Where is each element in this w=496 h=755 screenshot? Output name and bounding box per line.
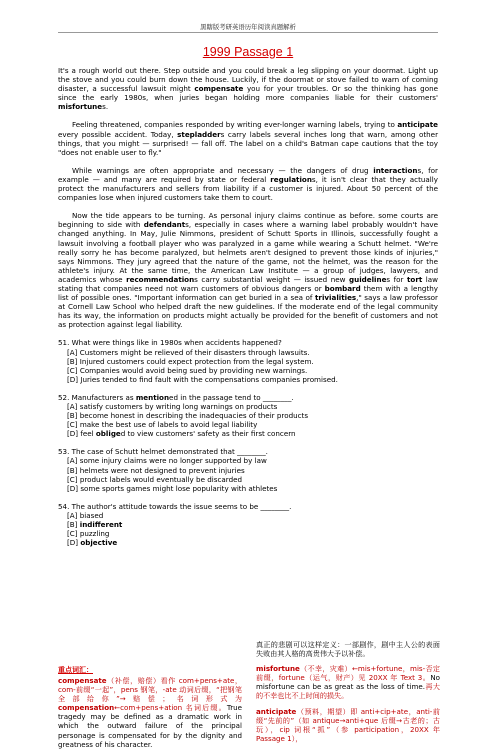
- text-run: 54. The author's attitude towards the issue seems to be ________.: [58, 501, 292, 511]
- vocab-word: compensate: [58, 676, 107, 685]
- keyword: regulation: [270, 174, 312, 184]
- text-run: [C] puzzling: [67, 529, 110, 539]
- answer-option: [58, 511, 438, 520]
- answer-option: [58, 420, 438, 429]
- text-run: 52. Manufacturers as: [58, 392, 136, 402]
- text-run: every possible accident. Today,: [58, 129, 178, 139]
- question-stem: [58, 447, 438, 456]
- question-stem: [58, 502, 438, 511]
- paragraph: [58, 66, 438, 111]
- text-run: Feeling threatened, companies responded by writing ever-longer warning labels, trying to: [72, 120, 398, 130]
- text-run: ed in the passage tend to ________.: [169, 392, 294, 402]
- text-run: [D] feel: [67, 429, 96, 439]
- text-run: [C] make the best use of labels to avoid legal liability: [67, 420, 258, 430]
- answer-option: [58, 520, 438, 529]
- answer-option: [58, 529, 438, 538]
- vocab-entry: [256, 664, 440, 700]
- passage-paragraphs: [58, 66, 438, 329]
- keyword: tort: [407, 274, 423, 284]
- text-run: [D] Juries tended to find fault with the compensations companies promised.: [67, 374, 338, 384]
- text-run: 53. The case of Schutt helmet demonstrated that ________.: [58, 447, 268, 457]
- question: [58, 447, 438, 492]
- answer-option: [58, 538, 438, 547]
- vocab-entry: [256, 707, 440, 743]
- text-run: [C] Companies would avoid being sued by providing new warnings.: [67, 365, 308, 375]
- vocab-annotation: ←com+pens+ation 名词后缀。: [114, 703, 227, 713]
- keyword: recommendation: [126, 274, 195, 284]
- text-run: [C] product labels would eventually be discarded: [67, 474, 243, 484]
- text-run: [A] satisfy customers by writing long warnings on products: [67, 402, 278, 411]
- text-run: While warnings are often appropriate and necessary — the dangers of drug: [72, 165, 374, 175]
- text-run: Now the tide appears to be turning. As personal injury claims continue as before. some courts are beginning to side with: [58, 211, 438, 230]
- text-run: [B] Injured customers could expect protection from the legal system.: [67, 356, 314, 366]
- vocab-word: misfortune: [256, 664, 300, 674]
- text-run: [A] biased: [67, 510, 104, 520]
- keyword: anticipate: [397, 120, 438, 130]
- answer-option: [58, 456, 438, 465]
- text-run: s for: [386, 274, 407, 284]
- question: [58, 393, 438, 438]
- running-header: 黑瞎版考研英语历年阅读真题解析: [200, 23, 296, 31]
- passage-title: 1999 Passage 1: [202, 45, 294, 59]
- text-run: them with a lengthy list of possible ones. "Important information can get buried in a sea of: [58, 283, 438, 303]
- text-run: No misfortune can be as great as the loss of time.: [256, 673, 440, 692]
- text-run: [B] become honest in describing the inadequacies of their products: [67, 411, 309, 421]
- vocab-word: anticipate: [256, 706, 297, 716]
- keyword: interaction: [373, 165, 418, 175]
- answer-option: [58, 411, 438, 420]
- vocab-entry: [256, 640, 440, 658]
- keyword: oblige: [95, 429, 121, 439]
- question-stem: [58, 338, 438, 347]
- vocab-annotation: （预料，期望）即 anti+cip+ate，anti-前缀“先前的”（如 antique→anti+que 后缀→古老的；古玩），cip 词根“抓”（参 participation，20XX 年 Passage 1），: [256, 706, 440, 743]
- text-run: [B] helmets were not designed to prevent injuries: [67, 465, 245, 475]
- answer-option: [58, 375, 438, 384]
- vocab-annotation: （不幸，灾难）←mis+fortune，mis-否定前缀，fortune（运气，财产）见 20XX 年 Text 3。: [256, 664, 440, 683]
- keyword: stepladder: [177, 129, 221, 139]
- text-run: 51. What were things like in 1980s when accidents happened?: [58, 338, 282, 348]
- keyword: misfortune: [58, 102, 103, 112]
- keyword: defendant: [143, 220, 186, 230]
- vocab-left-column: [58, 676, 242, 755]
- answer-option: [58, 475, 438, 484]
- text-run: [D]: [67, 538, 81, 548]
- text-run: It's a rough world out there. Step outside and you could break a leg slipping on your doormat. Light up the stove and you could burn down the house. Luckily, if the doormat or stove failed to warn of coming disaster, a successful lawsuit might: [58, 66, 438, 94]
- text-run: True tragedy may be defined as a dramatic work in which the outward failure of the principal personage is compensated for by the dignity and greatness of his character.: [58, 703, 242, 749]
- vocab-right-column: [256, 640, 440, 749]
- text-run: 真正的悲剧可以这样定义：一部剧作，剧中主人公的表面失败由其人格的高贵伟大予以补偿。: [256, 640, 440, 659]
- paragraph: [58, 120, 438, 156]
- answer-option: [58, 484, 438, 493]
- vocab-heading: 重点词汇：: [58, 666, 93, 674]
- text-run: ," says a law professor at Cornell Law School who helped draft the new guidelines. If the moderate end of the legal community has its way, the information on products might actually be provided for the benefit of customers and not as protection against legal liability.: [58, 293, 438, 330]
- question-stem: [58, 393, 438, 402]
- text-run: s carry labels several inches long that warn, among other things, that you might — surprised! — fall off. The label on a child's Batman cape cautions that the toy "does not enable user to fly.": [58, 129, 438, 157]
- text-run: [A] Customers might be relieved of their disasters through lawsuits.: [67, 347, 310, 357]
- vocab-word: compensation: [58, 703, 115, 713]
- answer-option: [58, 366, 438, 375]
- answer-option: [58, 402, 438, 411]
- keyword: mention: [135, 392, 170, 402]
- text-run: you for your troubles. Or so the thinking has gone since the early 1980s, when juries began holding more companies liable for their customers': [58, 84, 438, 103]
- vocab-annotation: 再大的不幸也比不上时间的损失。: [256, 682, 440, 701]
- questions: [58, 338, 438, 547]
- text-run: d to view customers' safety as their first concern: [120, 429, 296, 439]
- question: [58, 502, 438, 547]
- text-run: [A] some injury claims were no longer supported by law: [67, 456, 267, 466]
- vocab-entry: [58, 676, 242, 749]
- header-rule: [58, 32, 438, 33]
- answer-option: [58, 466, 438, 475]
- paragraph: [58, 166, 438, 202]
- text-run: s carry substantial weight — issued new: [194, 274, 349, 284]
- text-run: [B]: [67, 520, 80, 530]
- question: [58, 338, 438, 383]
- keyword: bombard: [324, 283, 361, 293]
- answer-option: [58, 348, 438, 357]
- passage-body: [58, 66, 438, 556]
- paragraph: [58, 211, 438, 329]
- keyword: trivialities: [315, 293, 357, 303]
- keyword: guideline: [349, 274, 387, 284]
- text-run: s, for example — and many are required by state or federal: [58, 165, 438, 184]
- text-run: s, it isn't clear that they actually protect the manufacturers and sellers from liability if a customer is injured. About 50 percent of the companies lose when injured customers take them to court.: [58, 174, 438, 203]
- answer-option: [58, 357, 438, 366]
- text-run: [D] some sports games might lose popularity with athletes: [67, 483, 278, 493]
- keyword: compensate: [194, 84, 244, 94]
- answer-option: [58, 429, 438, 438]
- text-run: s.: [102, 102, 109, 112]
- keyword: indifferent: [79, 520, 123, 530]
- text-run: s, especially in cases where a warning label probably wouldn't have changed anything. In May, Julie Nimmons, president of Schutt Sports in Illinois, successfully fought a lawsuit involving a football player who was paralyzed in a game while wearing a Schutt helmet. "We're really sorry he has become paralyzed, but helmets aren't designed to prevent those kinds of injuries," says Nimmons. They jury agreed that the nature of the game, not the helmet, was the reason for the athlete's injury. At the same time, the American Law Institute — a group of judges, lawyers, and academics whose: [58, 220, 438, 284]
- vocab-annotation: （补偿，赔偿）看作 com+pens+ate，com-前缀“一起”，pens 钢笔，-ate 动词后缀，“把钢笔全部给你”→赔偿；名词形式为: [58, 676, 242, 704]
- keyword: objective: [80, 538, 118, 548]
- text-run: law stating that companies need not warn customers of obvious dangers or: [58, 274, 438, 293]
